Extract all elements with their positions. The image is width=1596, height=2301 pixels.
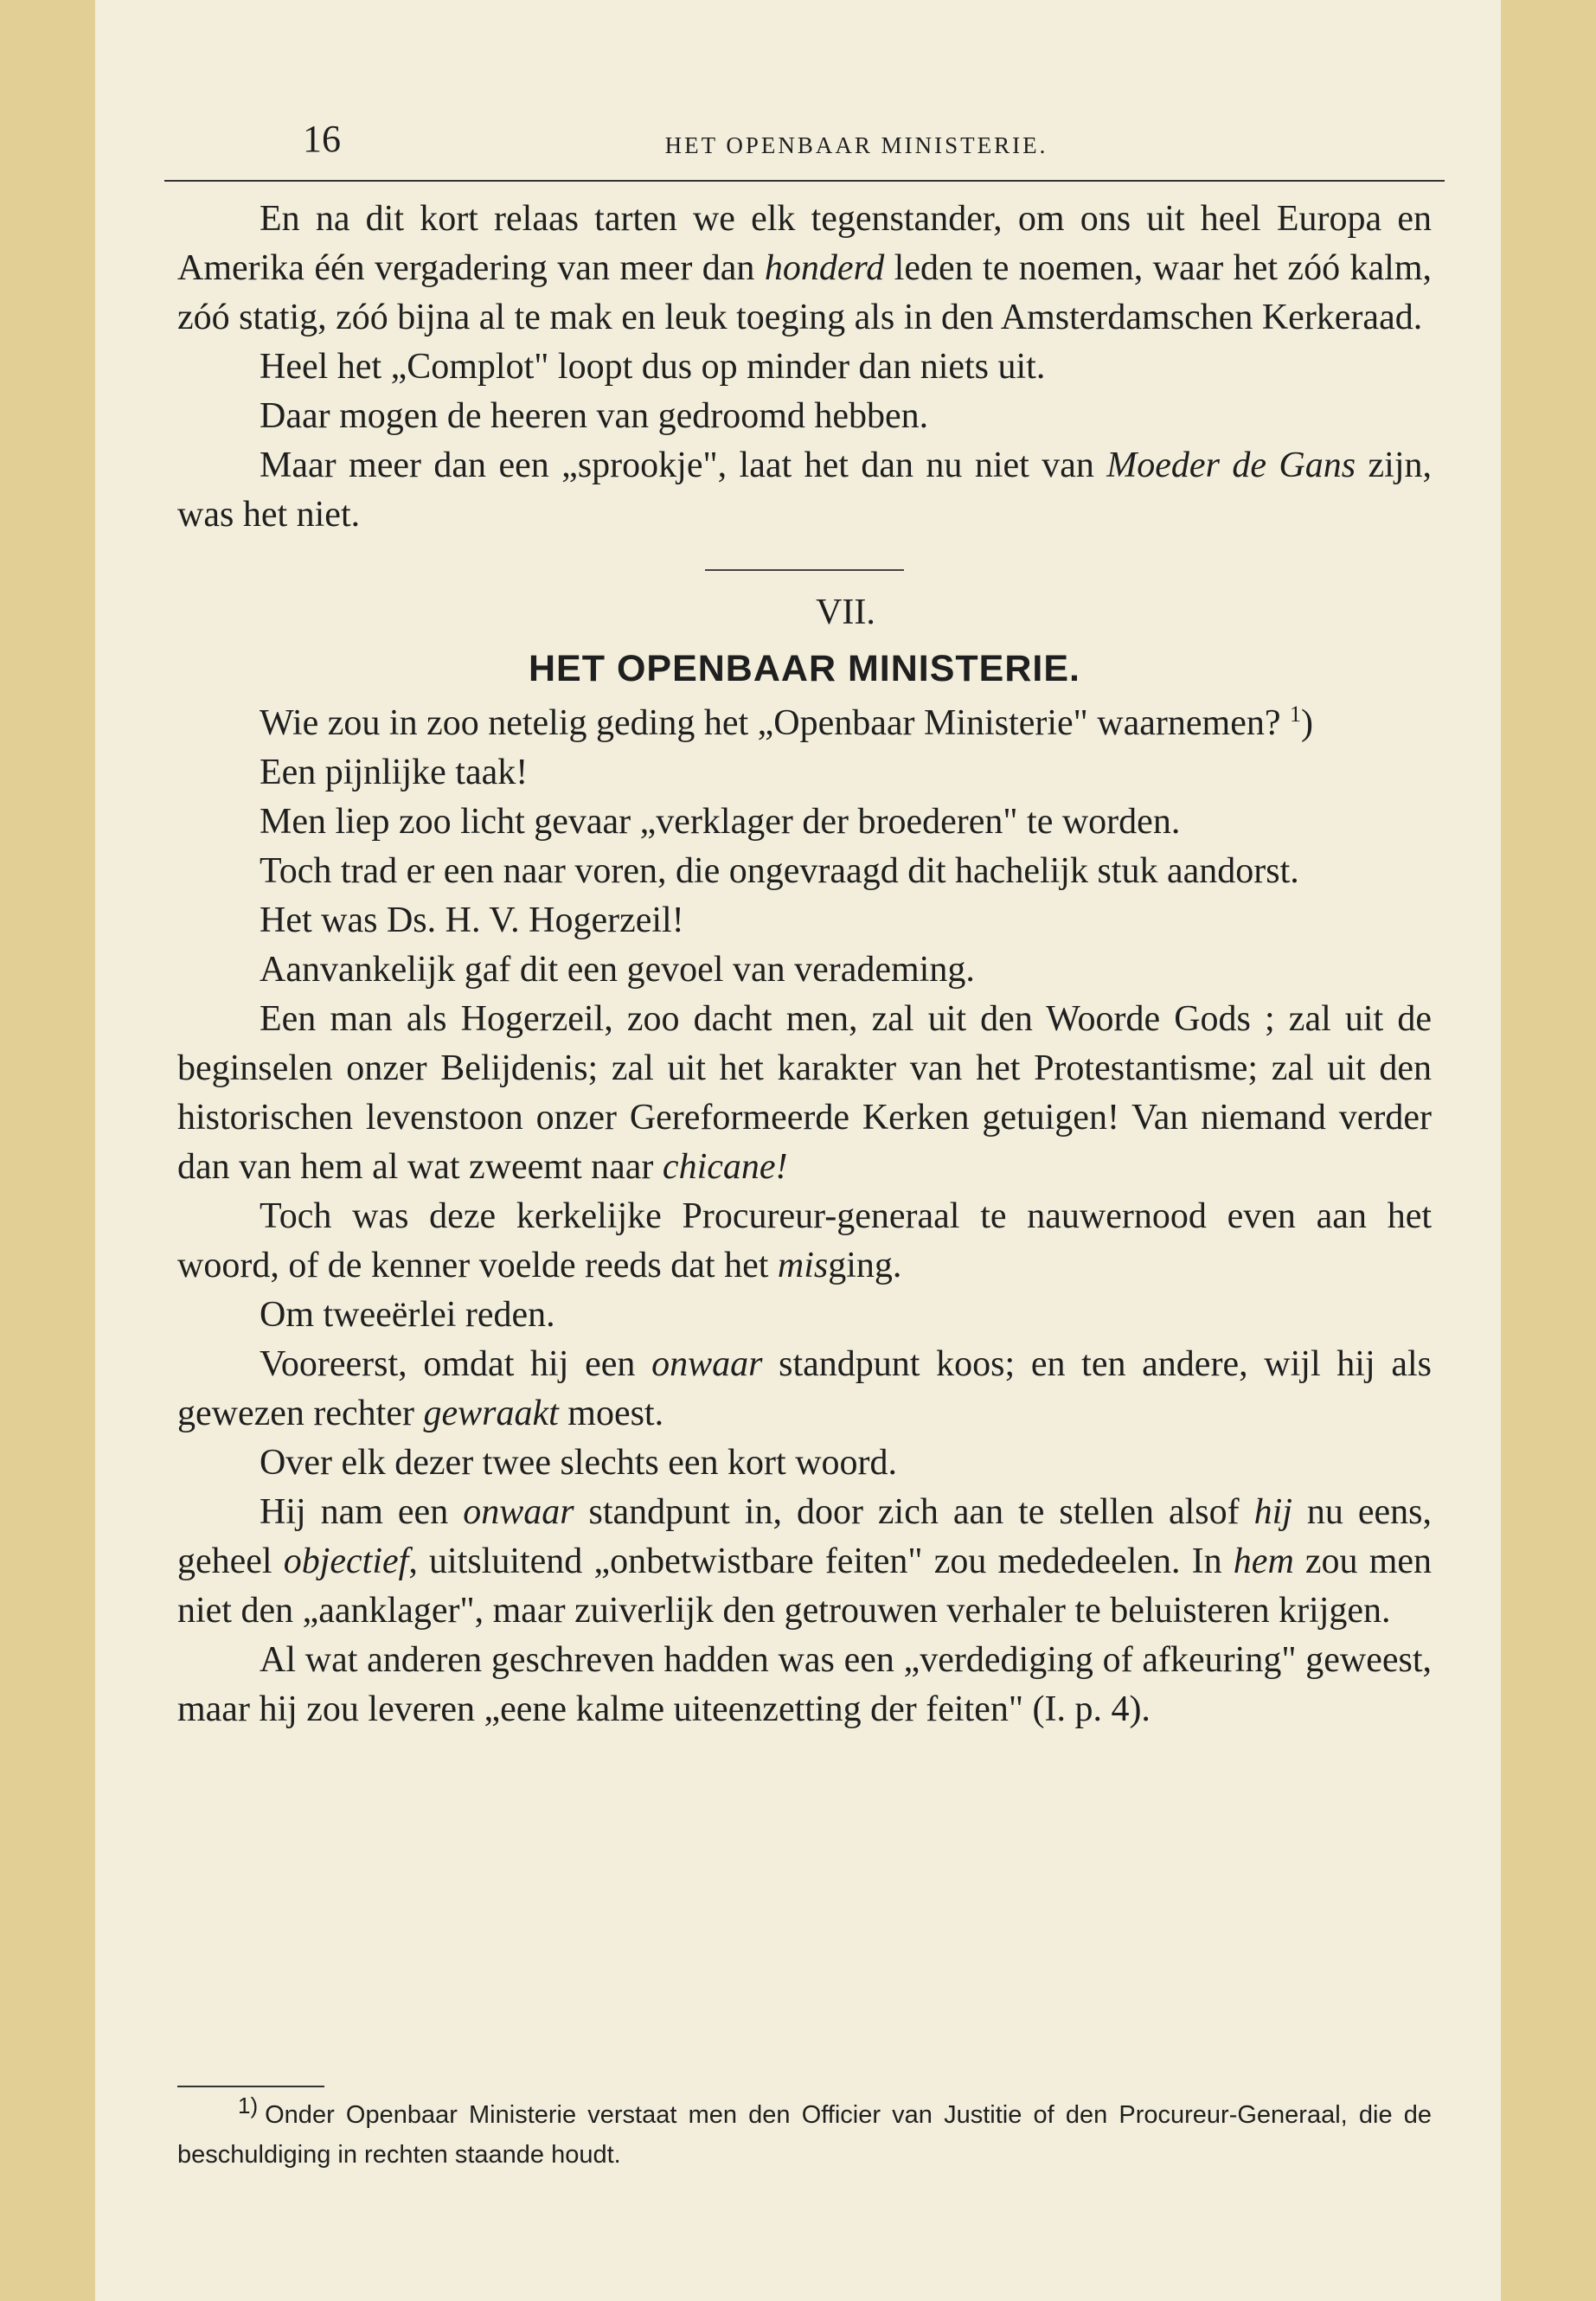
text-span: Wie zou in zoo netelig geding het „Openbaar Ministerie" waarnemen?	[260, 703, 1281, 743]
italic-span: honderd	[764, 248, 885, 288]
paragraph	[177, 995, 1432, 1192]
section-title: HET OPENBAAR MINISTERIE.	[529, 648, 1080, 689]
text-span: Maar meer dan een „sprookje", laat het dan nu niet van	[260, 445, 1107, 485]
text-span: standpunt koos; en ten andere, wijl hij als gewezen rechter	[177, 1344, 1432, 1433]
scan-margin-left	[0, 0, 95, 2301]
italic-span: objectief	[283, 1541, 409, 1581]
italic-span: chicane!	[662, 1147, 788, 1187]
footnote-text: Onder Openbaar Ministerie verstaat men den Officier van Justitie of den Procureur-Generaal, die de beschuldiging in rechten staande houdt.	[177, 2101, 1432, 2169]
paragraph: Over elk dezer twee slechts een kort woord.	[260, 1443, 898, 1483]
text-span: Een man als Hogerzeil, zoo dacht men, zal uit den Woorde Gods ; zal uit de beginselen onzer Belijdenis; zal uit het karakter van het Protestantisme; zal uit den historischen levenstoon onzer Gereformeerde Kerken getuigen! Van niemand verder dan van hem al wat zweemt naar	[177, 999, 1432, 1187]
page-number: 16	[303, 118, 341, 160]
text-span: Vooreerst, omdat hij een	[260, 1344, 652, 1384]
page-header	[199, 117, 1514, 169]
section-number: VII.	[816, 593, 875, 632]
paragraph: Daar mogen de heeren van gedroomd hebben.	[260, 396, 929, 436]
text-span: En na dit kort relaas tarten we elk tegenstander, om ons uit heel Europa en Amerika één vergadering van meer dan	[177, 199, 1432, 288]
paragraph	[177, 1340, 1432, 1439]
paragraph	[177, 1192, 1432, 1291]
running-head: HET OPENBAAR MINISTERIE.	[664, 132, 1048, 158]
text-span: , uitsluitend „onbetwistbare feiten" zou mededeelen. In	[408, 1541, 1234, 1581]
paragraph: Toch trad er een naar voren, die ongevraagd dit hachelijk stuk aandorst.	[260, 851, 1299, 891]
text-span: )	[1301, 703, 1313, 743]
paragraph: Aanvankelijk gaf dit een gevoel van verademing.	[260, 950, 975, 990]
footnote-paragraph	[177, 2095, 1432, 2175]
paragraph: Men liep zoo licht gevaar „verklager der broederen" te worden.	[260, 802, 1181, 842]
header-rule	[164, 180, 1445, 182]
book-page	[95, 0, 1501, 2301]
text-span: leden te noemen, waar het zóó kalm, zóó statig, zóó bijna al te mak en leuk toeging als in den Amsterdamschen Kerkeraad.	[177, 248, 1432, 337]
paragraph: Het was Ds. H. V. Hogerzeil!	[260, 901, 684, 940]
body-text	[177, 195, 1432, 1734]
text-span: zijn, was het niet.	[177, 445, 1432, 535]
italic-span: gewraakt	[423, 1394, 559, 1433]
text-span: standpunt in, door zich aan te stellen alsof	[574, 1492, 1254, 1532]
footnote	[177, 2095, 1432, 2175]
italic-span: Moeder de Gans	[1106, 445, 1356, 485]
text-span: zou men niet den „aanklager", maar zuiverlijk den getrouwen verhaler te beluisteren krijgen.	[177, 1541, 1433, 1631]
paragraph	[177, 699, 1432, 748]
italic-span: mis	[777, 1246, 829, 1285]
footnote-mark: 1)	[238, 2093, 259, 2119]
italic-span: onwaar	[463, 1492, 574, 1532]
text-span: Toch was deze kerkelijke Procureur-generaal te nauwernood even aan het woord, of de kenner voelde reeds dat het	[177, 1196, 1432, 1285]
paragraph: Al wat anderen geschreven hadden was een „verdediging of afkeuring" geweest, maar hij zou leveren „eene kalme uiteenzetting der feiten" (I. p. 4).	[177, 1640, 1432, 1729]
text-span: Hij nam een	[260, 1492, 464, 1532]
paragraph: Een pijnlijke taak!	[260, 753, 529, 792]
section-divider	[705, 569, 904, 571]
paragraph	[177, 441, 1432, 540]
italic-span: hij	[1253, 1492, 1292, 1532]
paragraph	[177, 195, 1432, 343]
footnote-reference: 1	[1290, 702, 1301, 727]
italic-span: hem	[1233, 1541, 1294, 1581]
paragraph	[177, 1488, 1432, 1636]
text-span: nu eens, geheel	[177, 1492, 1432, 1581]
scan-margin-right	[1501, 0, 1596, 2301]
text-span: ging.	[828, 1246, 902, 1285]
paragraph: Heel het „Complot" loopt dus op minder dan niets uit.	[260, 347, 1046, 387]
text-span: moest.	[558, 1394, 664, 1433]
italic-span: onwaar	[651, 1344, 763, 1384]
paragraph: Om tweeërlei reden.	[260, 1295, 555, 1335]
footnote-rule	[177, 2086, 324, 2087]
